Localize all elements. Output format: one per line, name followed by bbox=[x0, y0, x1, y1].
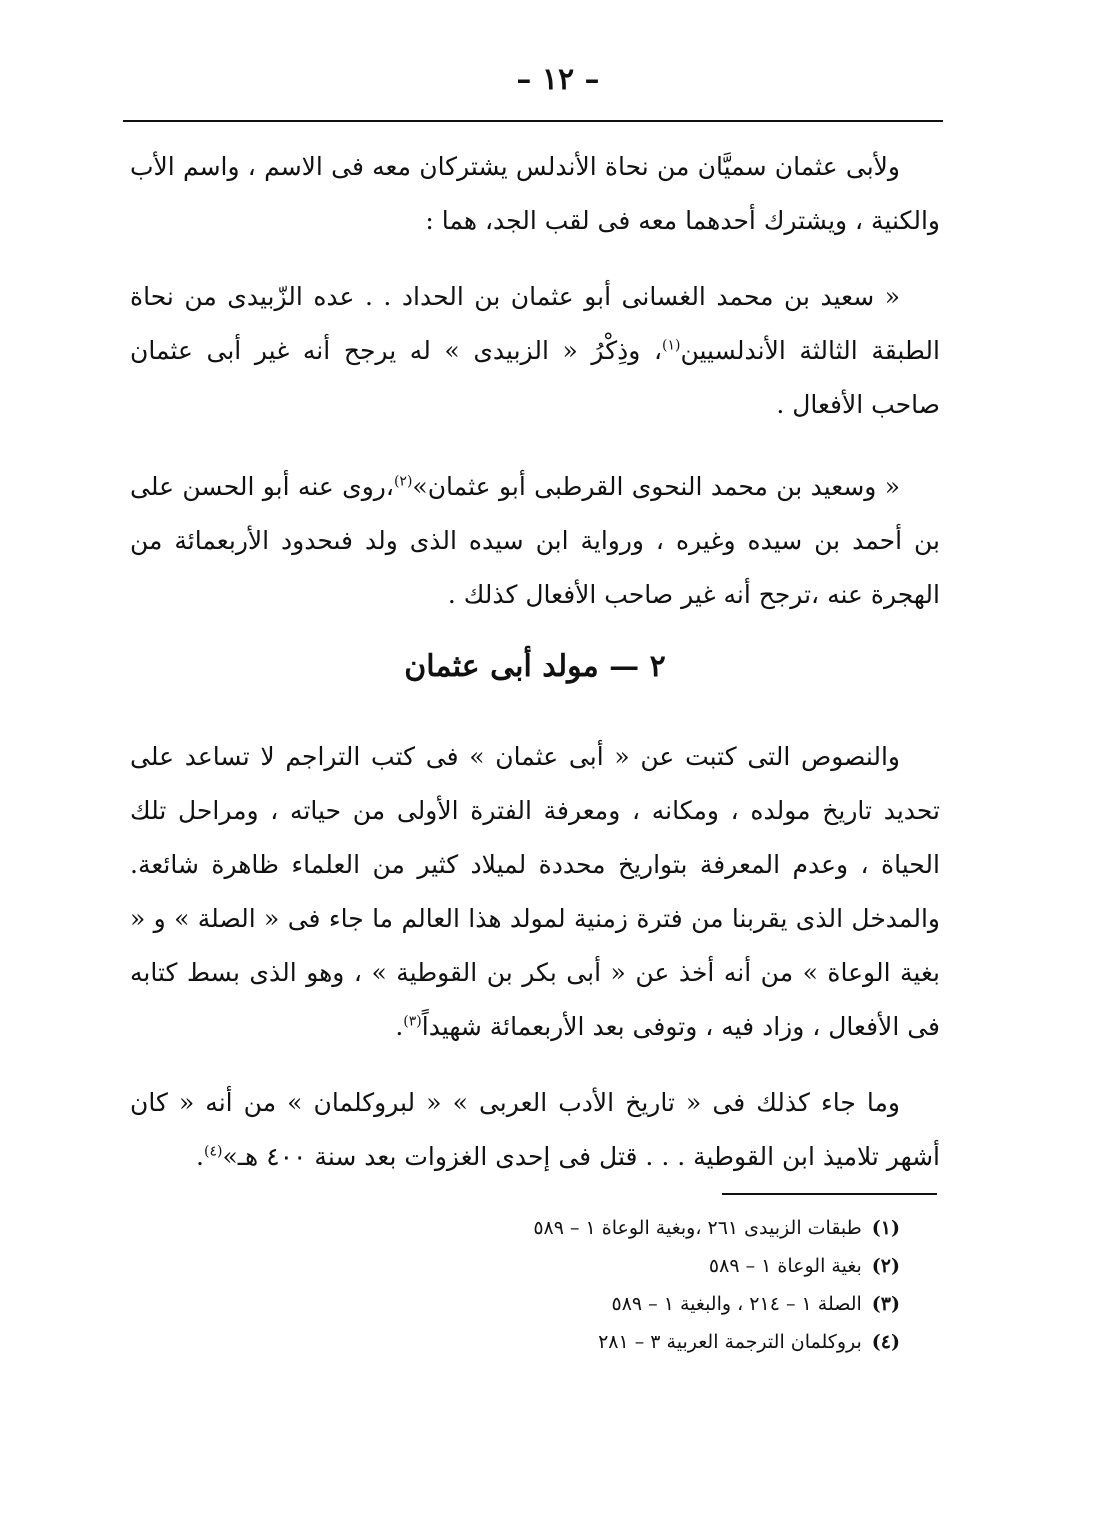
footnote-number: (٢) bbox=[871, 1255, 900, 1277]
footnote-number: (٣) bbox=[871, 1293, 900, 1315]
footnote-3 bbox=[430, 1285, 900, 1323]
paragraph-birth-sources bbox=[130, 730, 940, 1054]
footnote-text: بغية الوعاة ١ – ٥٨٩ bbox=[708, 1255, 862, 1277]
paragraph-birth-sources-period: . bbox=[395, 1012, 404, 1041]
footnote-number: (٤) bbox=[871, 1331, 900, 1353]
header-rule bbox=[123, 120, 943, 122]
footnote-text: الصلة ١ – ٢١٤ ، والبغية ١ – ٥٨٩ bbox=[611, 1293, 862, 1315]
paragraph-brockelmann-period: . bbox=[196, 1142, 204, 1171]
body-text bbox=[130, 140, 940, 1184]
footnotes bbox=[430, 1209, 900, 1361]
paragraph-said-qurtubi bbox=[130, 460, 940, 622]
footnote-number: (١) bbox=[871, 1217, 900, 1239]
paragraph-said-ghassani-continuation: ، وذِكْرُ « الزبيدى » له يرجح أنه غير أبى عثمان صاحب الأفعال . bbox=[130, 336, 940, 419]
paragraph-said-qurtubi-continuation: ،روى عنه أبو الحسن على بن أحمد بن سيده وغيره ، ورواية ابن سيده الذى ولد فىحدود الأربعمائة من الهجرة عنه ،ترجح أنه غير صاحب الأفعال كذلك . bbox=[130, 472, 940, 609]
paragraph-said-ghassani-text: « سعيد بن محمد الغسانى أبو عثمان بن الحداد . . عده الزّبيدى من نحاة الطبقة الثالثة الأندلسيين bbox=[130, 282, 940, 365]
footnote-ref-3: (٣) bbox=[403, 1013, 422, 1030]
paragraph-namesakes-intro: ولأبى عثمان سميَّان من نحاة الأندلس يشتركان معه فى الاسم ، واسم الأب والكنية ، ويشترك أحدهما معه فى لقب الجد، هما : bbox=[130, 152, 940, 235]
paragraph-said-qurtubi-text: « وسعيد بن محمد النحوى القرطبى أبو عثمان» bbox=[412, 472, 900, 501]
page-number: – ١٢ – bbox=[516, 62, 600, 97]
section-heading: ٢ — مولد أبى عثمان bbox=[404, 649, 666, 684]
footnote-text: بروكلمان الترجمة العربية ٣ – ٢٨١ bbox=[598, 1331, 862, 1353]
footnote-4 bbox=[430, 1323, 900, 1361]
footnote-1 bbox=[430, 1209, 900, 1247]
footnote-ref-1: (١) bbox=[662, 337, 681, 354]
paragraph-brockelmann bbox=[130, 1076, 940, 1184]
footnote-2 bbox=[430, 1247, 900, 1285]
footnote-ref-2: (٢) bbox=[393, 473, 413, 490]
footnote-rule bbox=[722, 1193, 937, 1195]
footnote-text: طبقات الزبيدى ٢٦١ ،وبغية الوعاة ١ – ٥٨٩ bbox=[533, 1217, 862, 1239]
paragraph-said-ghassani bbox=[130, 270, 940, 432]
paragraph-birth-sources-text: والنصوص التى كتبت عن « أبى عثمان » فى كتب التراجم لا تساعد على تحديد تاريخ مولده ، ومكانه ، ومعرفة الفترة الأولى من حياته ، ومراحل تلك الحياة ، وعدم المعرفة بتواريخ محددة لميلاد كثير من العلماء ظاهرة شائعة. والمدخل الذى يقربنا من فترة زمنية لمولد هذا العالم ما جاء فى « الصلة » و « بغية الوعاة » من أنه أخذ عن « أبى بكر بن القوطية » ، وهو الذى بسط كتابه فى الأفعال ، وزاد فيه ، وتوفى بعد الأربعمائة شهيداً bbox=[130, 742, 940, 1041]
paragraph-brockelmann-text: وما جاء كذلك فى « تاريخ الأدب العربى » « لبروكلمان » من أنه « كان أشهر تلاميذ ابن القوطية . . . قتل فى إحدى الغزوات بعد سنة ٤٠٠ هـ» bbox=[130, 1088, 940, 1171]
footnote-ref-4: (٤) bbox=[203, 1143, 223, 1160]
